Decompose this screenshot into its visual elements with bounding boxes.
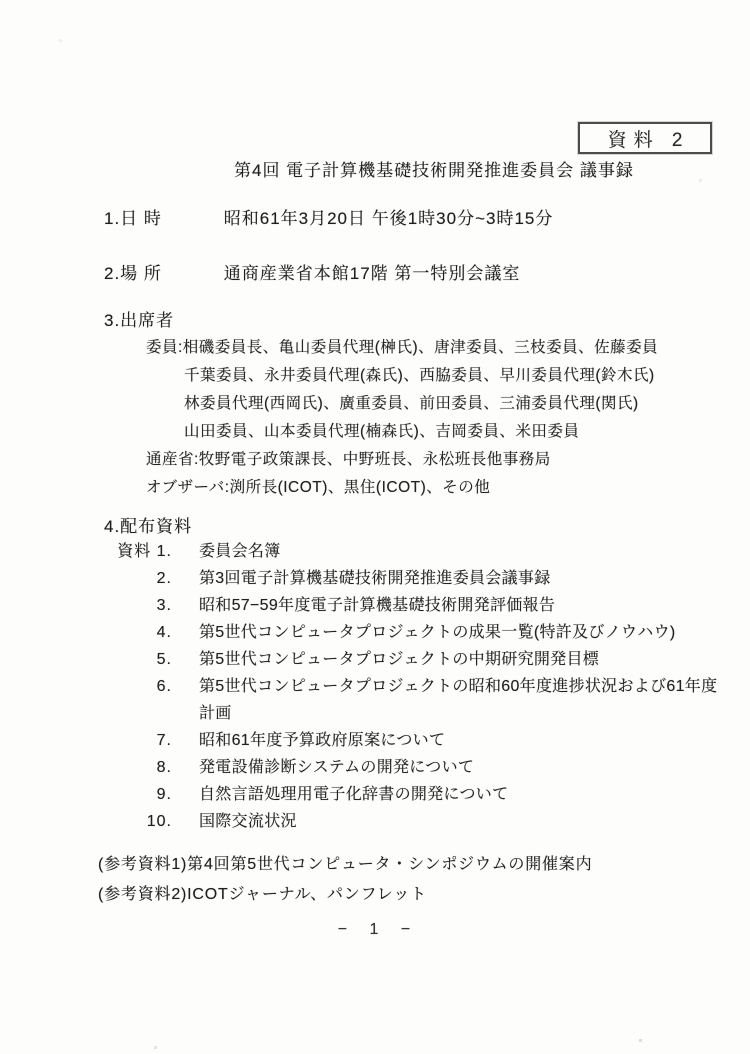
handout-row: [0, 646, 750, 673]
handout-text: 計画: [199, 705, 232, 722]
attendees-heading: 3.出席者: [104, 311, 175, 330]
handout-row: [0, 538, 750, 565]
place-value: 通商産業省本館17階 第一特別会議室: [223, 264, 521, 283]
handout-text: 国際交流状況: [199, 813, 297, 830]
handout-row: [0, 619, 750, 646]
handout-text: 第5世代コンピュータプロジェクトの成果一覧(特許及びノウハウ): [199, 624, 676, 641]
handout-row: [0, 673, 750, 700]
handout-number: 3.: [156, 597, 172, 614]
page-number: − 1 −: [337, 921, 413, 938]
handout-row: [0, 565, 750, 592]
attendee-line: 委員:相磯委員長、亀山委員代理(榊氏)、唐津委員、三枝委員、佐藤委員: [146, 339, 659, 356]
handout-number: 2.: [156, 570, 172, 587]
handout-row: [0, 727, 750, 754]
handout-text: 第5世代コンピュータプロジェクトの昭和60年度進捗状況および61年度: [199, 678, 718, 695]
reference-line: (参考資料1)第4回第5世代コンピュータ・シンポジウムの開催案内: [98, 856, 593, 873]
handout-row: [0, 592, 750, 619]
handout-number: [0, 700, 172, 727]
handout-row: [0, 808, 750, 835]
handout-number: 7.: [156, 732, 172, 749]
handouts-list: [0, 538, 750, 835]
handout-number: 4.: [156, 624, 172, 641]
handout-number: 資料 1.: [117, 543, 172, 560]
attendee-line: 通産省:牧野電子政策課長、中野班長、永松班長他事務局: [146, 451, 551, 468]
attendee-line: 山田委員、山本委員代理(楠森氏)、吉岡委員、米田委員: [184, 423, 580, 440]
handout-text: 昭和61年度予算政府原案について: [199, 732, 446, 749]
handout-text: 第5世代コンピュータプロジェクトの中期研究開発目標: [199, 651, 600, 668]
attendees-list: [0, 334, 750, 502]
place-label: 2.場 所: [104, 264, 162, 283]
attendee-line: オブザーバ:渕所長(ICOT)、黒住(ICOT)、その他: [146, 479, 491, 496]
section-place: [104, 259, 520, 284]
stamp-box: [578, 122, 712, 154]
handout-number: 8.: [156, 759, 172, 776]
handout-number: 10.: [146, 813, 172, 830]
handout-text: 発電設備診断システムの開発について: [199, 759, 475, 776]
handout-number: 5.: [156, 651, 172, 668]
attendee-line: 千葉委員、永井委員代理(森氏)、西脇委員、早川委員代理(鈴木氏): [184, 367, 655, 384]
stamp-label: 資料 2: [607, 129, 690, 151]
handout-row: [0, 781, 750, 808]
handout-number: 9.: [156, 786, 172, 803]
reference-line: (参考資料2)ICOTジャーナル、パンフレット: [98, 886, 427, 903]
reference-materials: [98, 850, 592, 910]
handout-text: 第3回電子計算機基礎技術開発推進委員会議事録: [199, 570, 551, 587]
handout-number: 6.: [156, 678, 172, 695]
page-title: 第4回 電子計算機基礎技術開発推進委員会 議事録: [234, 161, 634, 180]
datetime-value: 昭和61年3月20日 午後1時30分~3時15分: [223, 209, 554, 228]
handout-text: 委員会名簿: [199, 543, 281, 560]
handouts-heading: 4.配布資料: [104, 517, 193, 536]
handout-row-continuation: [0, 700, 750, 727]
section-datetime: [104, 204, 553, 229]
scan-noise-artifact: [0, 0, 1, 1]
handout-text: 自然言語処理用電子化辞書の開発について: [199, 786, 509, 803]
handout-text: 昭和57−59年度電子計算機基礎技術開発評価報告: [199, 597, 556, 614]
attendee-line: 林委員代理(西岡氏)、廣重委員、前田委員、三浦委員代理(関氏): [184, 395, 639, 412]
datetime-label: 1.日 時: [104, 209, 162, 228]
handout-row: [0, 754, 750, 781]
